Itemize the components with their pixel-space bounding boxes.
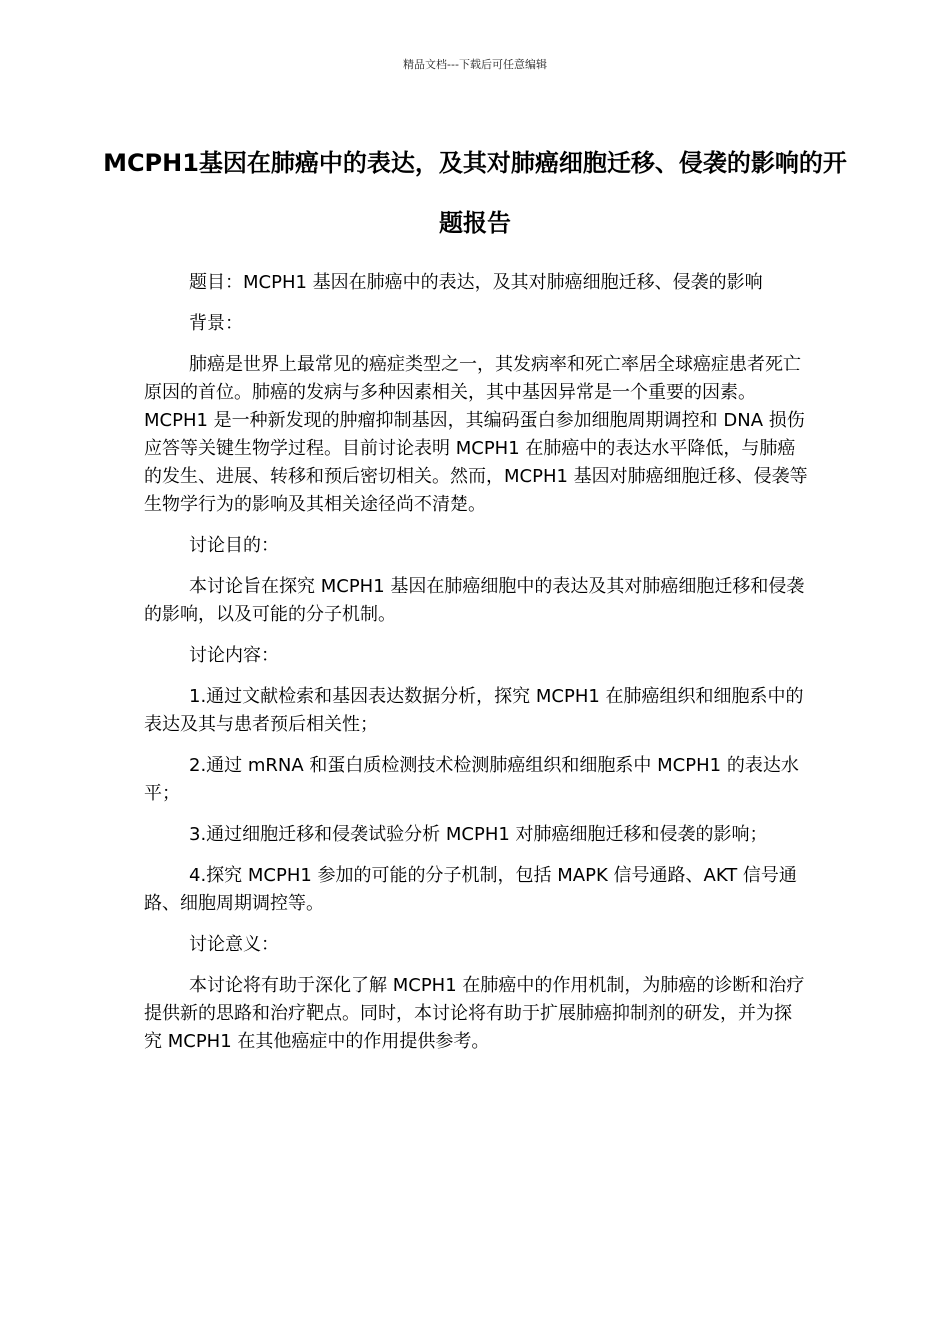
purpose-paragraph: 本讨论旨在探究 MCPH1 基因在肺癌细胞中的表达及其对肺癌细胞迁移和侵袭的影响，以及可能的分子机制。 [144, 576, 805, 625]
content-item-4: 4.探究 MCPH1 参加的可能的分子机制，包括 MAPK 信号通路、AKT 信号通路、细胞周期调控等。 [144, 865, 797, 914]
significance-paragraph: 本讨论将有助于深化了解 MCPH1 在肺癌中的作用机制，为肺癌的诊断和治疗提供新的思路和治疗靶点。同时，本讨论将有助于扩展肺癌抑制剂的研发，并为探究 MCPH1 在其他癌症中的作用提供参考。 [144, 975, 805, 1052]
document-title: MCPH1基因在肺癌中的表达，及其对肺癌细胞迁移、侵袭的影响的开题报告 [103, 149, 847, 237]
significance-heading: 讨论意义： [189, 934, 279, 955]
content-item-3: 3.通过细胞迁移和侵袭试验分析 MCPH1 对肺癌细胞迁移和侵袭的影响； [189, 824, 768, 845]
purpose-heading: 讨论目的： [189, 535, 279, 556]
content-item-1: 1.通过文献检索和基因表达数据分析，探究 MCPH1 在肺癌组织和细胞系中的表达及其与患者预后相关性； [144, 686, 804, 735]
header-note: 精品文档---下载后可任意编辑 [403, 58, 547, 71]
document-body [144, 269, 808, 1069]
content-heading: 讨论内容： [189, 645, 279, 666]
topic-paragraph: 题目：MCPH1 基因在肺癌中的表达，及其对肺癌细胞迁移、侵袭的影响 [189, 272, 763, 293]
background-paragraph: 肺癌是世界上最常见的癌症类型之一，其发病率和死亡率居全球癌症患者死亡原因的首位。肺癌的发病与多种因素相关，其中基因异常是一个重要的因素。MCPH1 是一种新发现的肿瘤抑制基因，其编码蛋白参加细胞周期调控和 DNA 损伤应答等关键生物学过程。目前讨论表明 MCPH1 在肺癌中的表达水平降低，与肺癌的发生、进展、转移和预后密切相关。然而，MCPH1 基因对肺癌细胞迁移、侵袭等生物学行为的影响及其相关途径尚不清楚。 [144, 354, 808, 515]
background-heading: 背景： [189, 313, 243, 334]
content-item-2: 2.通过 mRNA 和蛋白质检测技术检测肺癌组织和细胞系中 MCPH1 的表达水平； [144, 755, 799, 804]
